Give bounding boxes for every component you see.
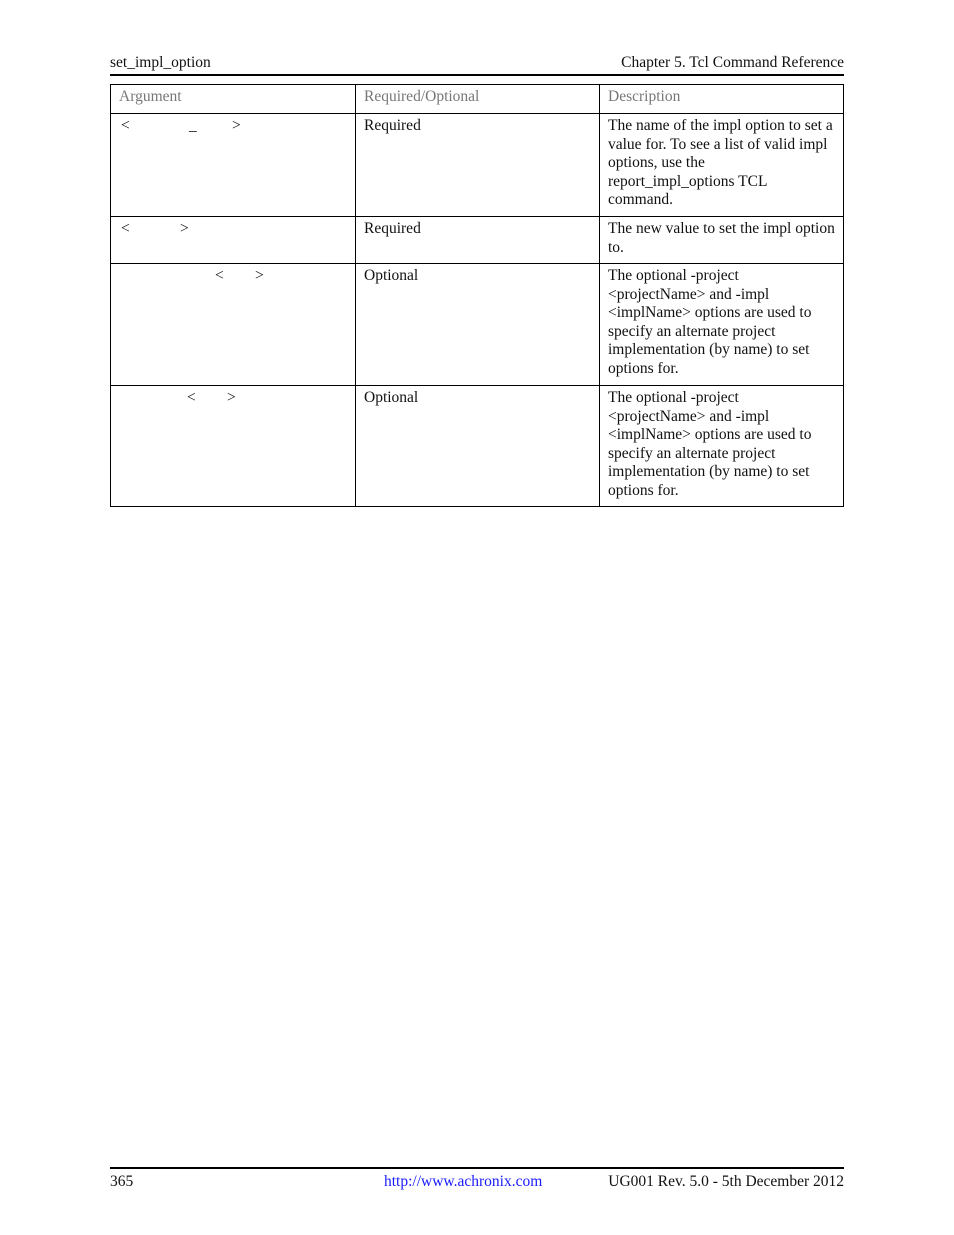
running-header-left: set_impl_option: [110, 54, 211, 71]
arg-glyph: >: [227, 389, 236, 406]
arg-glyph: <: [121, 117, 130, 134]
arg-glyph: <: [187, 389, 196, 406]
arg-glyph: >: [232, 117, 241, 134]
table-row: [111, 217, 844, 264]
website-link[interactable]: http://www.achronix.com: [384, 1173, 543, 1190]
argument-cell: [119, 117, 347, 136]
arguments-table: [110, 84, 844, 507]
footer-rule: [110, 1167, 844, 1169]
arg-glyph: <: [215, 267, 224, 284]
arg-glyph: _: [189, 117, 197, 134]
table-row: [111, 114, 844, 217]
col-description: Description: [600, 85, 844, 114]
running-header-right: Chapter 5. Tcl Command Reference: [621, 54, 844, 71]
argument-cell: [119, 389, 347, 408]
argument-cell: [119, 220, 347, 239]
arg-glyph: >: [180, 220, 189, 237]
table-row: [111, 264, 844, 386]
document-revision: UG001 Rev. 5.0 - 5th December 2012: [608, 1173, 844, 1190]
table-header-row: [111, 85, 844, 114]
description-cell: The optional -project <projectName> and -impl <implName> options are used to specify an alternate project implementation (by name) to set options for.: [600, 386, 844, 507]
description-cell: The optional -project <projectName> and -impl <implName> options are used to specify an alternate project implementation (by name) to set options for.: [600, 264, 844, 386]
table-row: [111, 386, 844, 507]
description-cell: The name of the impl option to set a value for. To see a list of valid impl options, use the report_impl_options TCL command.: [600, 114, 844, 217]
page-number: 365: [110, 1173, 134, 1190]
required-cell: Optional: [356, 264, 600, 386]
required-cell: Required: [356, 217, 600, 264]
arg-glyph: <: [121, 220, 130, 237]
header-rule: [110, 74, 844, 76]
argument-cell: [119, 267, 347, 286]
col-argument: Argument: [111, 85, 356, 114]
description-cell: The new value to set the impl option to.: [600, 217, 844, 264]
required-cell: Required: [356, 114, 600, 217]
arg-glyph: >: [255, 267, 264, 284]
col-required: Required/Optional: [356, 85, 600, 114]
required-cell: Optional: [356, 386, 600, 507]
